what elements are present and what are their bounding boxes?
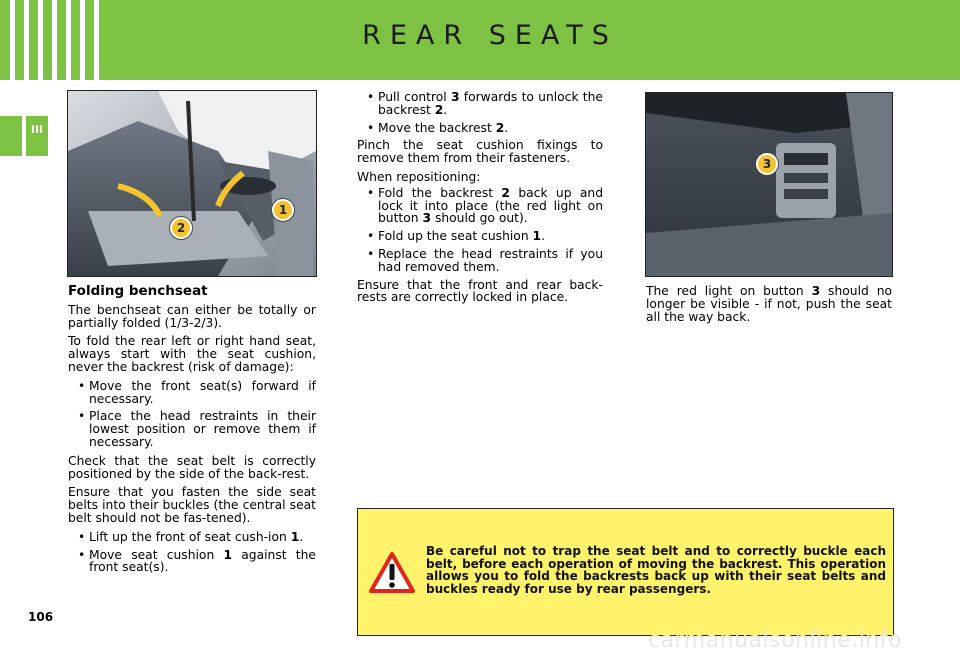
fold-backrest-bullet (357, 187, 603, 225)
ref-number: 1 (290, 529, 300, 544)
ref-number: 1 (223, 547, 233, 562)
ref-number: 3 (450, 90, 460, 104)
left-column (68, 285, 316, 579)
unlock-bullet (357, 91, 603, 117)
warning-text: Be careful not to trap the seat belt and to correctly buckle each belt, before each operation of moving the backrest. This operation allows you to fold the backrests back up with their seat belts and buckles ready for use by rear passengers. (426, 544, 886, 596)
bullet-text: . (541, 229, 546, 244)
fold-bullet: • Place the head restraints in their lowest position or remove them if necessary. (68, 410, 316, 448)
fold-intro-text: To fold the rear left or right hand seat, always start with the seat cushion, never the backrest (risk of damage): (68, 334, 316, 374)
right-column (646, 285, 892, 329)
bullet-text: Fold up the seat cushion (378, 229, 533, 244)
page-number: 106 (28, 610, 54, 624)
bullet-text: Move seat cushion (89, 547, 224, 562)
section-heading: Folding benchseat (68, 283, 208, 299)
fold-bullet: • Move the front seat(s) forward if necessary. (68, 380, 316, 406)
badge-3: 3 (756, 153, 778, 175)
ensure-text: Ensure that the front and rear back-rests are correctly locked in place. (357, 277, 603, 305)
bullet-text: forwards to unlock the backrest (378, 90, 603, 117)
bullet-text: Pull control (378, 90, 451, 104)
intro-text: The benchseat can either be totally or partially folded (1/3-2/3). (68, 302, 316, 330)
ref-number: 2 (501, 185, 510, 200)
bullet-text: Lift up the front of seat cush-ion (89, 529, 291, 544)
badge-2: 2 (170, 217, 192, 239)
fold-cushion-bullet (357, 230, 603, 243)
body-text: The red light on button (646, 284, 812, 298)
bullet-text: back up and lock it into place (the red light on button (378, 185, 603, 226)
section-tab: III (26, 116, 48, 156)
when-text: When repositioning: (357, 169, 481, 184)
cushion-bullet (68, 531, 316, 544)
header-stripe (24, 0, 29, 80)
bullet-text: . (504, 120, 509, 135)
check-belt-text: Check that the seat belt is correctly positioned by the side of the back-rest. (68, 453, 316, 481)
bullet-text: should go out). (431, 211, 528, 226)
warning-box (357, 508, 894, 636)
benchseat-photo (67, 90, 317, 277)
ref-number: 3 (811, 284, 821, 298)
move-backrest-bullet (357, 122, 603, 135)
restraints-bullet: • Replace the head restraints if you had removed them. (357, 248, 603, 274)
ref-number: 3 (422, 211, 432, 226)
middle-column (357, 91, 603, 310)
bullet-text: Move the backrest (378, 120, 496, 135)
header-stripe (38, 0, 43, 80)
section-tab-bar (0, 116, 22, 156)
header-stripe (66, 0, 71, 80)
page-title: REAR SEATS (362, 20, 618, 51)
ref-number: 2 (434, 102, 444, 117)
header-stripe (80, 0, 85, 80)
benchseat-illustration (68, 91, 316, 276)
watermark: carmanualsonline.info (648, 628, 902, 653)
body-text: should no longer be visible - if not, push the seat all the way back. (646, 284, 893, 324)
bullet-text: . (299, 529, 304, 544)
bullet-text: against the front seat(s). (89, 547, 316, 575)
header-stripe (94, 0, 99, 80)
header-stripe (10, 0, 15, 80)
bullet-text: Fold the backrest (378, 185, 502, 200)
bullet-text: . (443, 102, 448, 117)
release-control-illustration (646, 93, 892, 276)
exclamation-triangle-icon (368, 551, 416, 595)
badge-1: 1 (272, 199, 294, 221)
pinch-text: Pinch the seat cushion fixings to remove them from their fasteners. (357, 138, 603, 166)
ref-number: 2 (495, 120, 505, 135)
control-photo (645, 92, 893, 277)
red-light-text (646, 285, 892, 323)
ref-number: 1 (532, 229, 542, 244)
header-stripe (52, 0, 57, 80)
fasten-text: Ensure that you fasten the side seat belts into their buckles (the central seat belt should not be fas-tened). (68, 485, 316, 525)
cushion-bullet (68, 549, 316, 575)
